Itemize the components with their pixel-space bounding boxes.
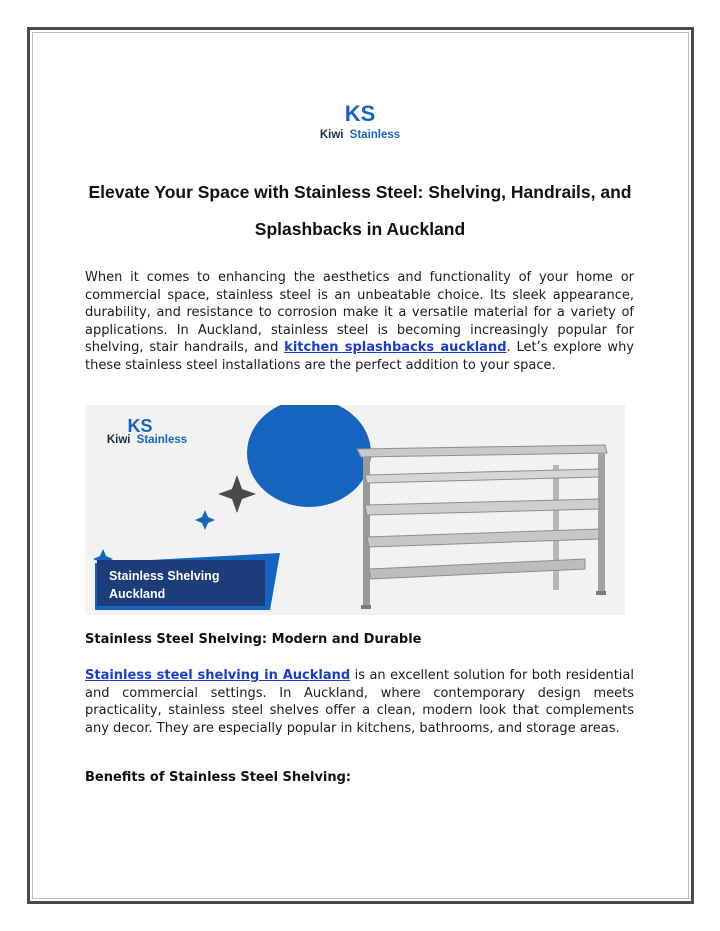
- page-title-line2: Splashbacks in Auckland: [254, 219, 466, 239]
- logo-mark: KS: [344, 101, 376, 126]
- section-heading-shelving: Stainless Steel Shelving: Modern and Durable: [85, 632, 422, 647]
- banner-label-line2: Auckland: [109, 587, 166, 601]
- kitchen-splashbacks-link[interactable]: kitchen splashbacks auckland: [284, 340, 507, 356]
- stainless-shelving-banner: [85, 405, 625, 615]
- page-title-line1: Elevate Your Space with Stainless Steel: Shelving, Handrails, and: [88, 182, 632, 202]
- banner-logo-mark: KS: [127, 416, 153, 436]
- logo-word-kiwi: Kiwi: [319, 129, 344, 141]
- intro-text-after: . Let’s explore why these stainless steel installations are the perfect addition to your space.: [85, 340, 634, 373]
- logo-word-stainless: Stainless: [349, 129, 401, 141]
- banner-label-line1: Stainless Shelving: [109, 569, 220, 583]
- svg-text:Kiwi Stainless: [107, 434, 187, 446]
- kiwi-stainless-logo: [314, 85, 406, 157]
- stainless-shelving-link[interactable]: Stainless steel shelving in Auckland: [85, 668, 351, 683]
- banner-logo-word-kiwi: Kiwi: [106, 434, 131, 446]
- intro-paragraph: [85, 269, 634, 375]
- shelving-text: is an excellent solution for both residential and commercial settings. In Auckland, where contemporary design meets practicality, stainless steel shelves offer a clean, modern look that complements any decor. They are especially popular in kitchens, bathrooms, and storage areas.: [85, 668, 634, 736]
- intro-text-before: When it comes to enhancing the aesthetics and functionality of your home or commercial space, stainless steel is an unbeatable choice. Its sleek appearance, durability, and resistance to corrosion make it a versatile material for a variety of applications. In Auckland, stainless steel is becoming increasingly popular for shelving, stair handrails, and: [85, 270, 634, 356]
- shelving-paragraph: [85, 667, 634, 737]
- svg-text:Kiwi Stainless: [320, 129, 400, 141]
- section-heading-benefits: Benefits of Stainless Steel Shelving:: [85, 770, 352, 785]
- banner-logo-word-stainless: Stainless: [136, 434, 188, 446]
